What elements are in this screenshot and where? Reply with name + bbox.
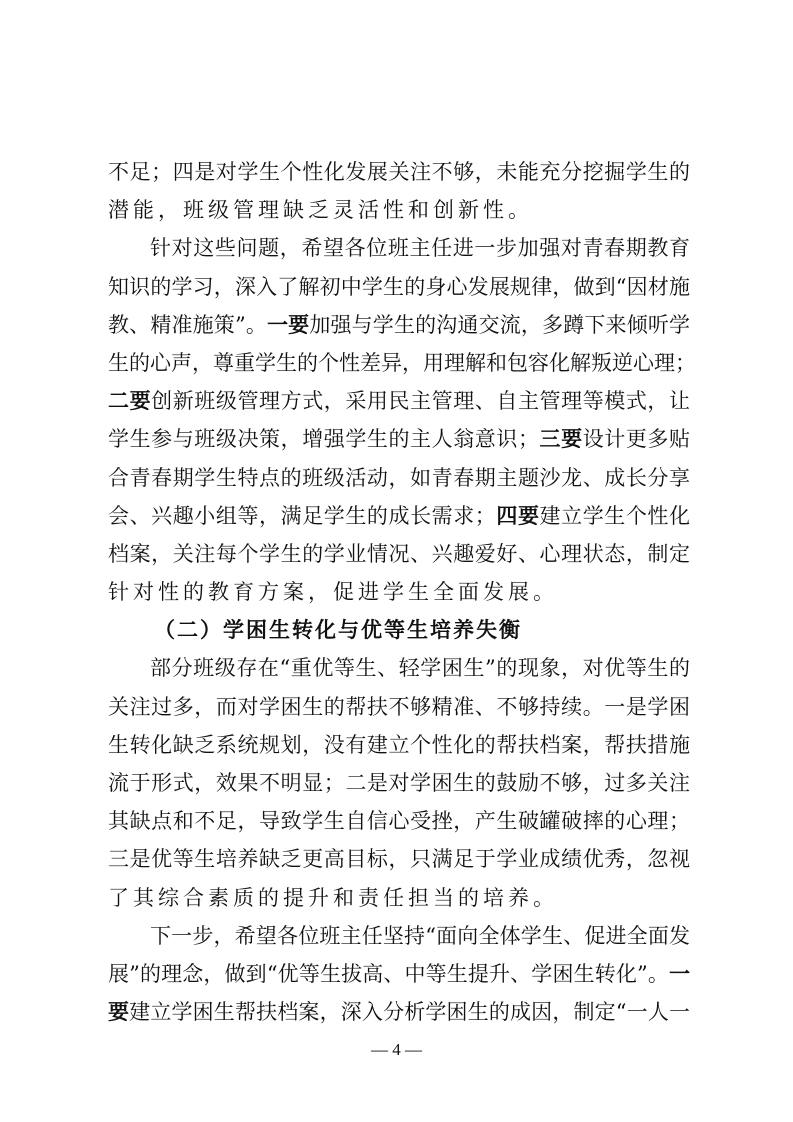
text-segment: 针对性的教育方案，促进学生全面发展。	[108, 580, 558, 605]
text-segment: 创新班级管理方式，采用民主管理、自主管理等模式，让	[151, 389, 691, 414]
text-segment: 生转化缺乏系统规划，没有建立个性化的帮扶档案，帮扶措施	[108, 732, 690, 757]
text-segment: 了其综合素质的提升和责任担当的培养。	[108, 885, 558, 910]
section-heading	[108, 611, 690, 649]
text-segment: 不足；四是对学生个性化发展关注不够，未能充分挖掘学生的	[108, 160, 690, 184]
text-segment: 知识的学习，深入了解初中学生的身心发展规律，做到“因材施	[108, 274, 690, 299]
text-segment: 建立学生个性化	[539, 503, 691, 528]
text-line	[108, 459, 690, 497]
text-line	[108, 726, 690, 764]
text-segment: 三是优等生培养缺乏更高目标，只满足于学业成绩优秀，忽视	[108, 847, 690, 872]
text-line	[108, 420, 690, 458]
text-segment: 部分班级存在“重优等生、轻学困生”的现象，对优等生的	[150, 656, 690, 681]
text-segment: 下一步，希望各位班主任坚持“面向全体学生、促进全面发	[150, 923, 690, 948]
text-segment: 潜能，班级管理缺乏灵活性和创新性。	[108, 198, 533, 223]
text-line	[108, 382, 690, 420]
text-segment: 加强与学生的沟通交流，多蹲下来倾听学	[309, 312, 691, 337]
text-line	[108, 764, 690, 802]
text-line	[108, 229, 690, 267]
bold-keyword: 四要	[495, 502, 540, 528]
text-segment: 其缺点和不足，导致学生自信心受挫，产生破罐破摔的心理；	[108, 809, 690, 834]
text-segment: 学生参与班级决策，增强学生的主人翁意识；	[108, 427, 539, 452]
text-segment: 档案，关注每个学生的学业情况、兴趣爱好、心理状态，制定	[108, 541, 690, 566]
bold-keyword: 一	[669, 960, 690, 986]
text-segment: 会、兴趣小组等，满足学生的成长需求；	[108, 503, 496, 528]
text-line	[108, 688, 690, 726]
text-segment: 流于形式，效果不明显；二是对学困生的鼓励不够，过多关注	[108, 771, 690, 795]
text-line	[108, 344, 696, 382]
bold-keyword: 三要	[538, 426, 583, 452]
text-line	[108, 802, 690, 840]
page-number: — 4 —	[371, 1040, 422, 1059]
bold-keyword: 要	[108, 999, 130, 1025]
text-line	[108, 191, 690, 229]
text-segment: 设计更多贴	[582, 427, 691, 452]
text-segment: 合青春期学生特点的班级活动，如青春期主题沙龙、成长分享	[108, 465, 690, 490]
text-segment: 关注过多，而对学困生的帮扶不够精准、不够持续。一是学困	[108, 694, 690, 719]
text-line	[108, 535, 690, 573]
text-segment: （二）学困生转化与优等生培养失衡	[154, 617, 522, 643]
text-line	[108, 917, 690, 955]
text-line	[108, 879, 690, 917]
text-segment: 建立学困生帮扶档案，深入分析学困生的成因，制定“一人一	[129, 1000, 691, 1025]
bold-keyword: 一要	[267, 311, 310, 337]
text-line	[108, 573, 690, 611]
text-line	[108, 649, 690, 687]
text-segment: 展”的理念，做到“优等生拔高、中等生提升、学困生转化”。	[108, 961, 669, 986]
text-line	[108, 993, 690, 1031]
text-line	[108, 955, 690, 993]
text-segment: 针对这些问题，希望各位班主任进一步加强对青春期教育	[150, 236, 690, 261]
text-line	[108, 840, 690, 878]
text-line	[108, 497, 690, 535]
text-line	[108, 306, 690, 344]
text-line	[108, 268, 690, 306]
text-segment: 生的心声，尊重学生的个性差异，用理解和包容化解叛逆心理；	[108, 350, 696, 375]
text-segment: 教、精准施策”。	[108, 312, 267, 337]
text-line	[108, 153, 690, 191]
document-body	[108, 153, 696, 1031]
bold-keyword: 二要	[108, 388, 152, 414]
